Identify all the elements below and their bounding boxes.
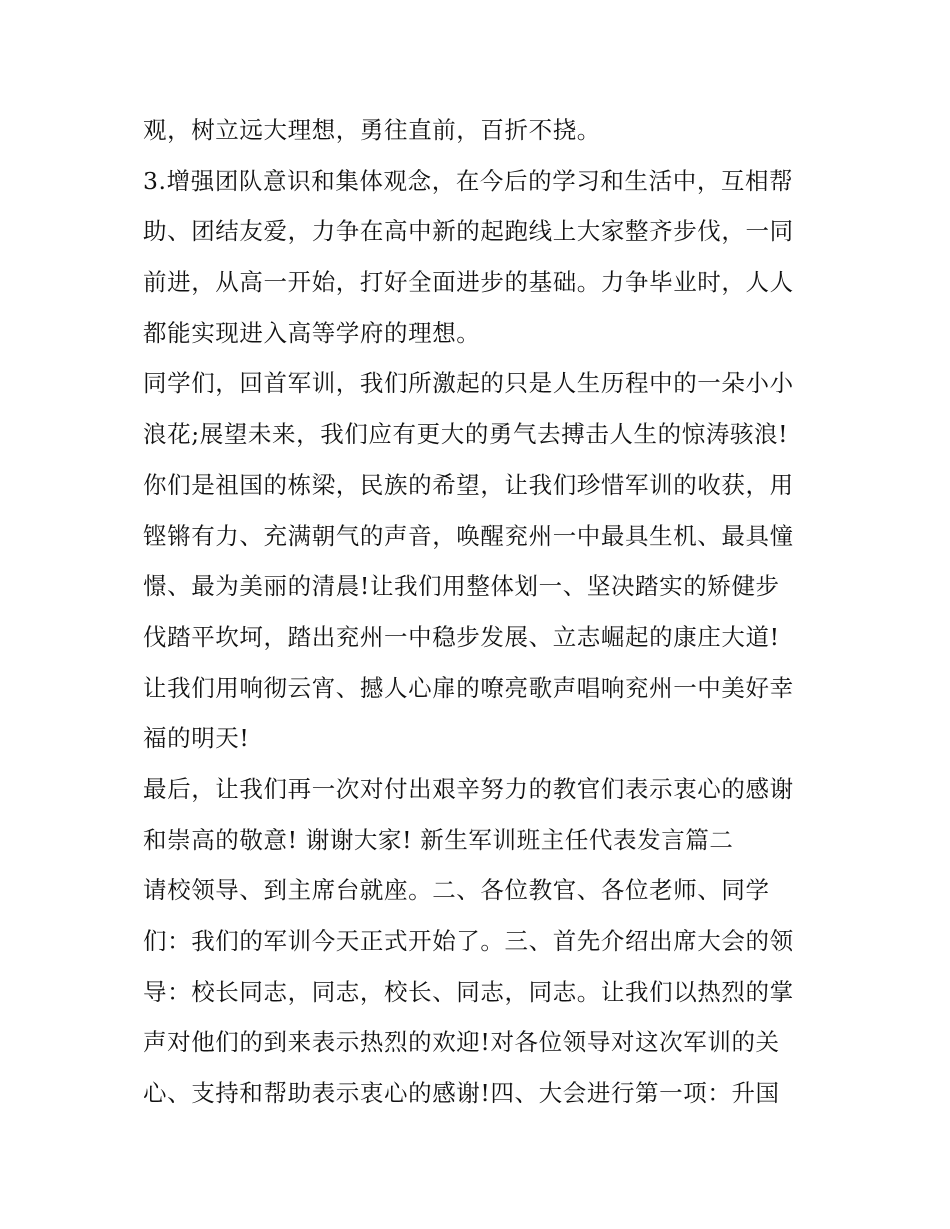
body-text	[143, 108, 823, 1122]
text-line: 声对他们的到来表示热烈的欢迎!对各位领导对这次军训的关	[143, 1028, 780, 1057]
text-line: 助、团结友爱，力争在高中新的起跑线上大家整齐步伐，一同	[143, 217, 794, 246]
text-line: 3.增强团队意识和集体观念，在今后的学习和生活中，互相帮	[143, 166, 794, 195]
text-line: 们：我们的军训今天正式开始了。三、首先介绍出席大会的领	[143, 927, 794, 955]
text-line: 让我们用响彻云宵、撼人心扉的嘹亮歌声唱响兖州一中美好幸	[143, 673, 794, 702]
text-line: 福的明天!	[143, 724, 250, 753]
text-line: 伐踏平坎坷，踏出兖州一中稳步发展、立志崛起的康庄大道!	[143, 622, 780, 651]
text-line: 前进，从高一开始，打好全面进步的基础。力争毕业时，人人	[143, 268, 794, 297]
text-line: 观，树立远大理想，勇往直前，百折不挠。	[143, 116, 601, 144]
text-line: 导：校长同志，同志，校长、同志，同志。让我们以热烈的掌	[143, 977, 794, 1006]
text-line: 同学们，回首军训，我们所激起的只是人生历程中的一朵小小	[143, 369, 794, 398]
text-line: 都能实现进入高等学府的理想。	[143, 318, 481, 347]
text-line: 浪花;展望未来，我们应有更大的勇气去搏击人生的惊涛骇浪!	[143, 420, 789, 449]
text-line: 请校领导、到主席台就座。二、各位教官、各位老师、同学	[143, 876, 770, 905]
text-line: 心、支持和帮助表示衷心的感谢!四、大会进行第一项：升国	[143, 1079, 780, 1108]
text-line: 铿锵有力、充满朝气的声音，唤醒兖州一中最具生机、最具憧	[143, 521, 794, 550]
text-line: 和崇高的敬意! 谢谢大家! 新生军训班主任代表发言篇二	[143, 825, 734, 854]
text-line: 最后，让我们再一次对付出艰辛努力的教官们表示衷心的感谢	[143, 774, 794, 803]
text-line: 你们是祖国的栋梁，民族的希望，让我们珍惜军训的收获，用	[143, 470, 794, 499]
text-line: 憬、最为美丽的清晨!让我们用整体划一、坚决踏实的矫健步	[143, 572, 780, 601]
